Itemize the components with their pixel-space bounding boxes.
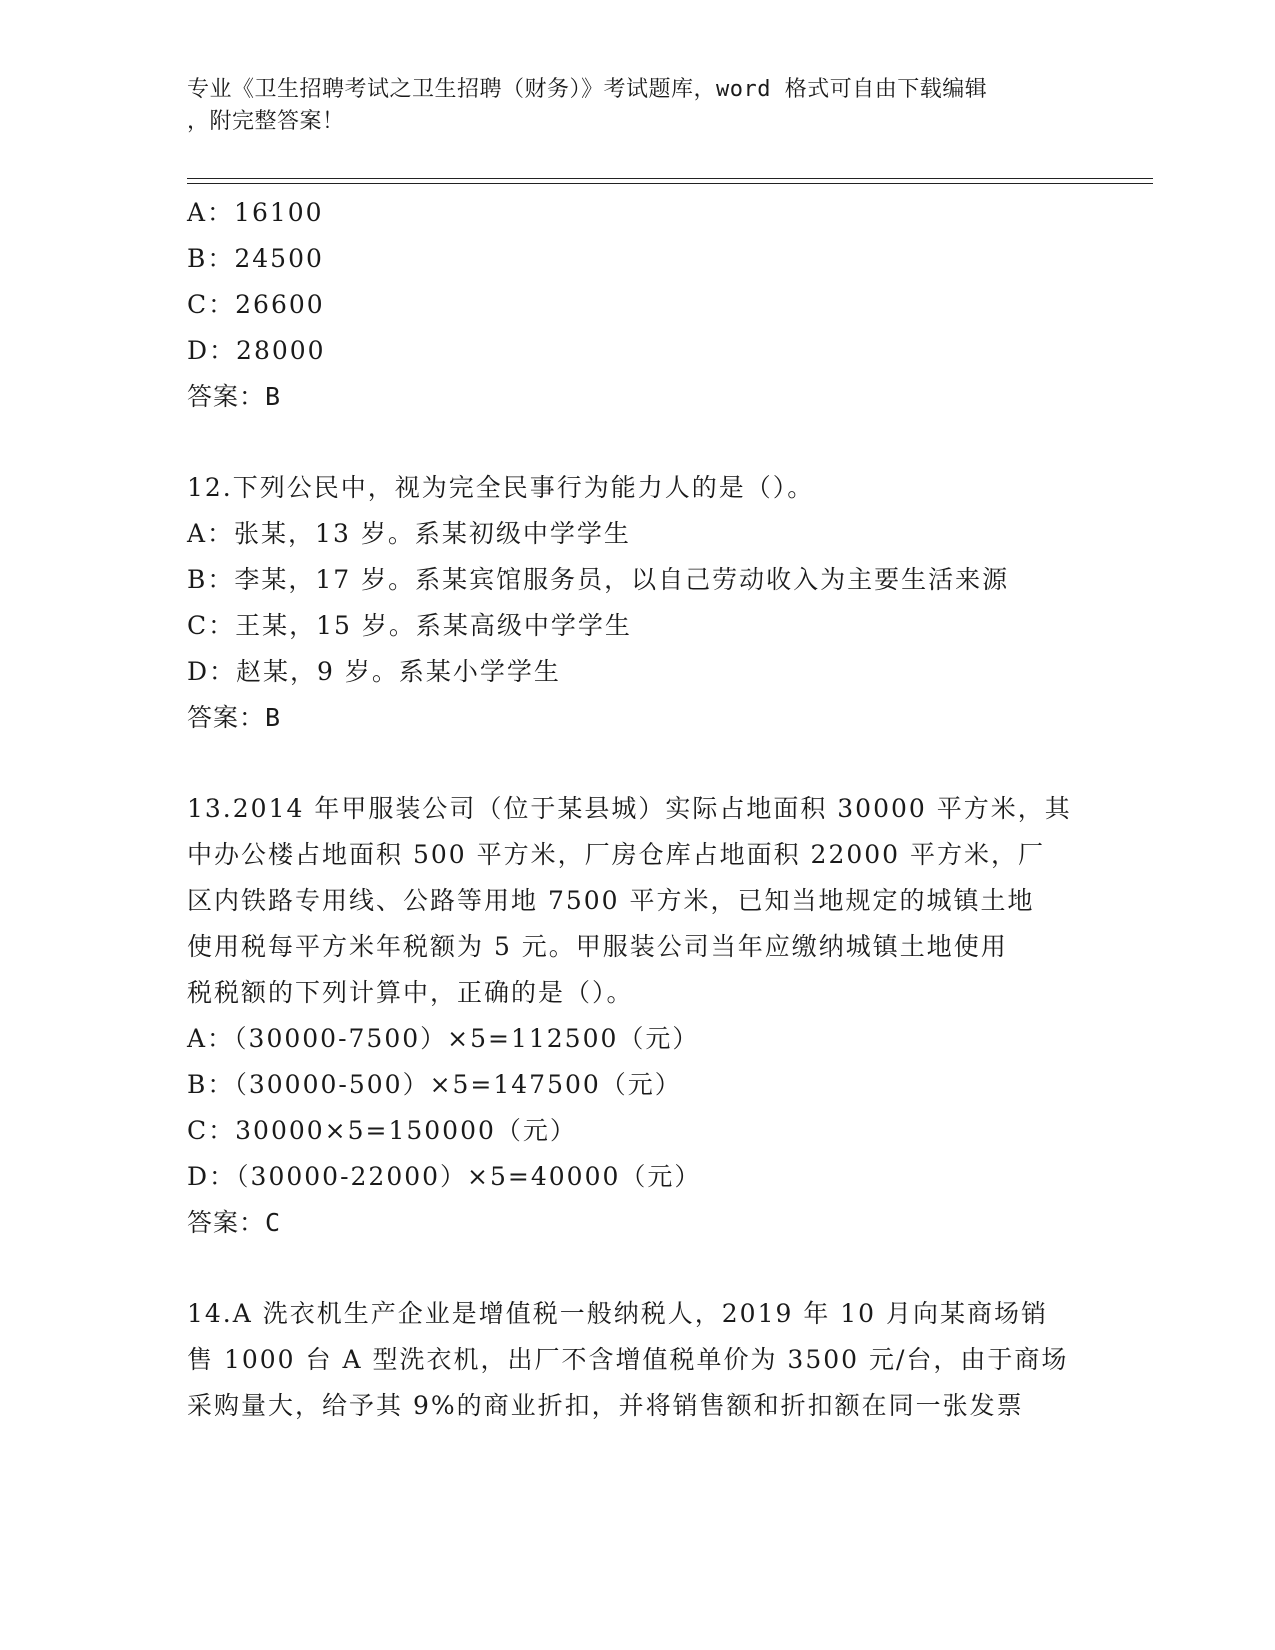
header-line-1: 专业《卫生招聘考试之卫生招聘（财务）》考试题库，word 格式可自由下载编辑: [187, 77, 988, 102]
header-line-2: ，附完整答案！: [187, 109, 345, 134]
answer: 答案：C: [187, 1208, 282, 1237]
spacer: [187, 741, 1087, 786]
option-c: C：26600: [187, 290, 325, 319]
header-divider-bottom: [187, 183, 1153, 184]
header-divider-top: [187, 178, 1153, 179]
question-stem-line-2: 售 1000 台 A 型洗衣机，出厂不含增值税单价为 3500 元/台，由于商场: [187, 1345, 1069, 1374]
spacer: [187, 1246, 1087, 1291]
question-stem-line-5: 税税额的下列计算中，正确的是（）。: [187, 978, 634, 1007]
question-14: [187, 1291, 1087, 1429]
option-a: A：（30000-7500）×5=112500（元）: [187, 1024, 700, 1053]
question-stem-line-1: 13.2014 年甲服装公司（位于某县城）实际占地面积 30000 平方米，其: [187, 794, 1072, 823]
question-13: [187, 786, 1087, 1246]
option-d: D：赵某，9 岁。系某小学学生: [187, 657, 561, 686]
option-b: B：24500: [187, 244, 324, 273]
option-a: A：张某，13 岁。系某初级中学学生: [187, 519, 631, 548]
answer: 答案：B: [187, 382, 282, 411]
option-c: C：30000×5=150000（元）: [187, 1116, 577, 1145]
question-12: [187, 465, 1087, 741]
question-stem-line-4: 使用税每平方米年税额为 5 元。甲服装公司当年应缴纳城镇土地使用: [187, 932, 1008, 961]
question-stem-line-2: 中办公楼占地面积 500 平方米，厂房仓库占地面积 22000 平方米，厂: [187, 840, 1046, 869]
option-d: D：（30000-22000）×5=40000（元）: [187, 1162, 702, 1191]
spacer: [187, 420, 1087, 465]
option-d: D：28000: [187, 336, 326, 365]
document-body: [187, 190, 1087, 1429]
option-b: B：李某，17 岁。系某宾馆服务员，以自己劳动收入为主要生活来源: [187, 565, 1010, 594]
option-a: A：16100: [187, 198, 324, 227]
document-header: [187, 74, 1067, 138]
option-b: B：（30000-500）×5=147500（元）: [187, 1070, 682, 1099]
question-stem-line-3: 采购量大，给予其 9%的商业折扣，并将销售额和折扣额在同一张发票: [187, 1391, 1024, 1420]
question-stem-line-3: 区内铁路专用线、公路等用地 7500 平方米，已知当地规定的城镇土地: [187, 886, 1035, 915]
option-c: C：王某，15 岁。系某高级中学学生: [187, 611, 632, 640]
answer: 答案：B: [187, 703, 282, 732]
question-stem: 12.下列公民中，视为完全民事行为能力人的是（）。: [187, 473, 815, 502]
question-11: [187, 190, 1087, 420]
question-stem-line-1: 14.A 洗衣机生产企业是增值税一般纳税人，2019 年 10 月向某商场销: [187, 1299, 1049, 1328]
